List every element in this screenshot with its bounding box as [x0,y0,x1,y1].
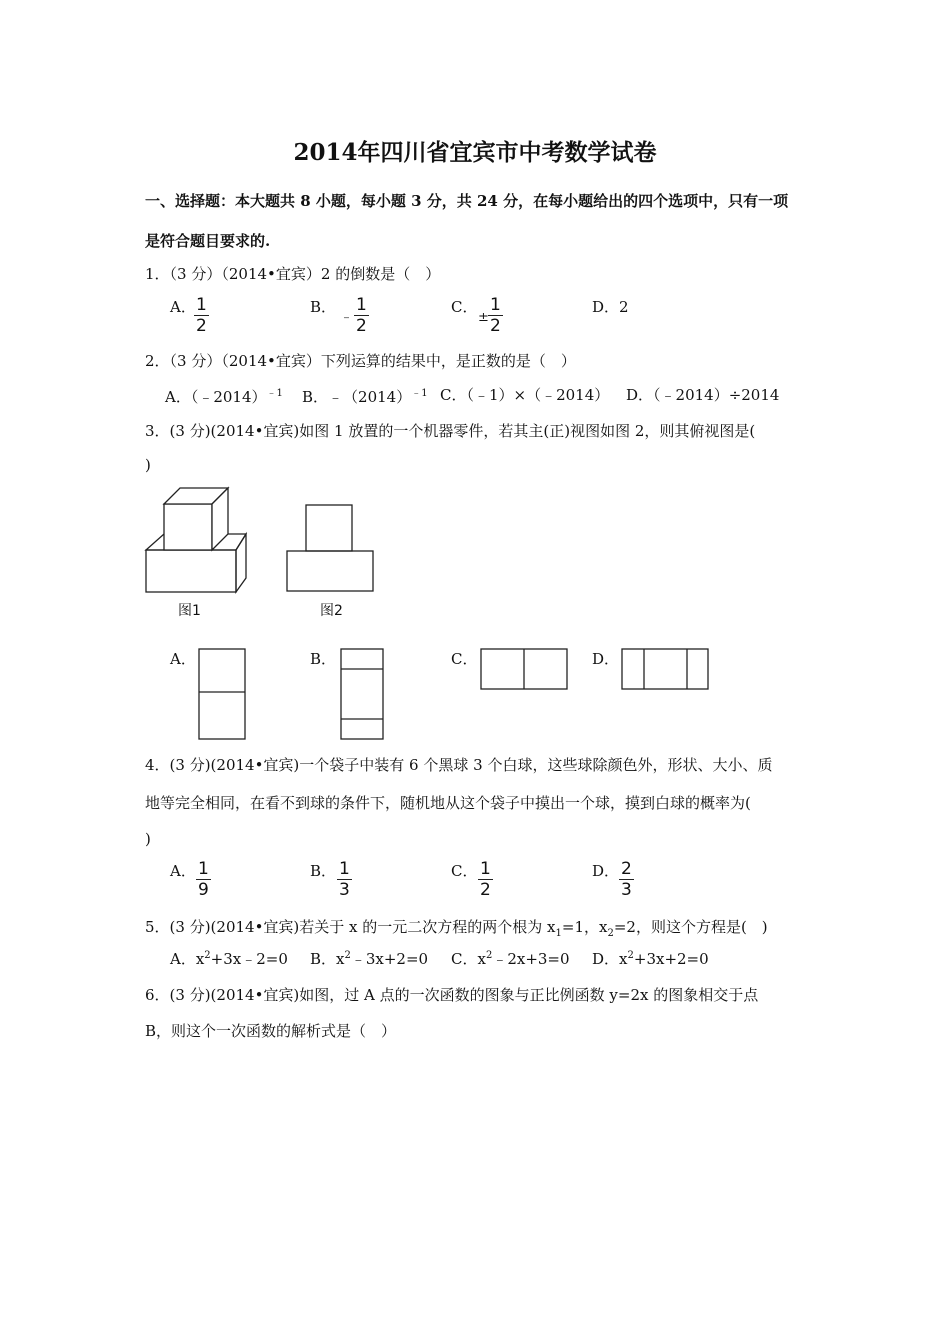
q4-option-d-fraction [619,860,634,899]
q3-stem-line2: ) [145,456,151,474]
figure2-front-view [286,504,376,594]
q3-option-a-figure [198,648,246,740]
q4-option-b-label: B． [310,862,337,880]
q5-subscript-2: 2 [607,928,614,939]
q2-stem: 2．（3 分）（2014•宜宾）下列运算的结果中，是正数的是（ ） [145,352,576,370]
q3-stem-line1: 3．(3 分)(2014•宜宾)如图 1 放置的一个机器零件，若其主(正)视图如图 2，则其俯视图是( [145,422,756,440]
figure1-caption: 图1 [178,603,201,619]
q5-option-c-pre: C．x [451,950,486,968]
q4-option-c-fraction [478,860,493,899]
numerator: 1 [356,295,367,315]
denominator: 2 [480,880,491,900]
q3-option-b-label: B． [310,650,337,668]
denominator: 2 [490,316,501,336]
numerator: 2 [621,859,632,879]
q2-option-b[interactable] [302,384,428,407]
q2-option-a-exponent: ﹣1 [266,388,283,399]
numerator: 1 [490,295,501,315]
q2-option-a[interactable] [165,384,283,407]
q4-option-c-label: C． [451,862,478,880]
denominator: 3 [339,880,350,900]
q5-option-a-post: +3x﹣2=0 [210,950,288,968]
q5-stem [145,916,768,939]
q5-option-b-exponent: 2 [344,950,351,961]
q5-stem-part3: =2，则这个方程是( ) [613,918,768,936]
q4-option-a-fraction [196,860,211,899]
section-heading-line2: 是符合题目要求的. [145,232,271,250]
q3-option-c-figure [480,648,568,690]
q5-option-a-exponent: 2 [204,950,211,961]
page-title: 2014年四川省宜宾市中考数学试卷 [293,139,657,166]
q2-option-a-text: A．（﹣2014） [165,388,267,406]
q5-subscript-1: 1 [555,928,562,939]
q4-stem-line3: ) [145,830,151,848]
q4-option-d-label: D． [592,862,620,880]
q3-option-a-label: A． [170,650,196,668]
q1-option-c-label: C． [451,298,478,316]
q5-option-b[interactable] [310,948,428,969]
figure1-machine-part [140,484,252,596]
q1-option-b-sign: ﹣ [340,310,354,325]
q5-option-d-pre: D．x [592,950,628,968]
q5-option-d-post: +3x+2=0 [633,950,709,968]
q1-option-a-fraction [194,296,209,335]
q3-option-c-label: C． [451,650,478,668]
q5-stem-part2: =1，x [561,918,608,936]
q2-option-d[interactable]: D．（﹣2014）÷2014 [626,386,780,404]
q6-stem-line1: 6．(3 分)(2014•宜宾)如图，过 A 点的一次函数的图象与正比例函数 y=2x 的图象相交于点 [145,986,759,1004]
section-heading-line1: 一、选择题：本大题共 8 小题，每小题 3 分，共 24 分，在每小题给出的四个选项中，只有一项 [145,192,789,210]
numerator: 1 [198,859,209,879]
denominator: 2 [356,316,367,336]
q2-option-b-text: B．﹣（2014） [302,388,412,406]
q3-option-d-figure [621,648,709,690]
q6-stem-line2: B，则这个一次函数的解析式是（ ） [145,1022,397,1040]
q5-option-d[interactable] [592,948,709,969]
denominator: 9 [198,880,209,900]
q3-option-b-figure [340,648,384,740]
q4-option-a-label: A． [170,862,196,880]
q2-option-c[interactable]: C．（﹣1）×（﹣2014） [440,386,610,404]
q1-option-c-sign: ± [478,310,489,325]
q4-stem-line1: 4．(3 分)(2014•宜宾)一个袋子中装有 6 个黑球 3 个白球，这些球除颜色外，形状、大小、质 [145,756,773,774]
q4-option-b-fraction [337,860,352,899]
q5-option-d-exponent: 2 [627,950,634,961]
q5-option-c-post: ﹣2x+3=0 [492,950,570,968]
q1-option-b-fraction [354,296,369,335]
q3-option-d-label: D． [592,650,620,668]
q5-option-b-post: ﹣3x+2=0 [350,950,429,968]
figure2-caption: 图2 [320,603,343,619]
q5-stem-part1: 5．(3 分)(2014•宜宾)若关于 x 的一元二次方程的两个根为 x [145,918,556,936]
denominator: 3 [621,880,632,900]
q5-option-b-pre: B．x [310,950,345,968]
q5-option-a[interactable] [170,948,288,969]
q5-option-a-pre: A．x [170,950,205,968]
q1-option-c-fraction [488,296,503,335]
numerator: 1 [480,859,491,879]
numerator: 1 [339,859,350,879]
q1-option-a-label: A． [170,298,196,316]
q1-stem: 1．（3 分）（2014•宜宾）2 的倒数是（ ） [145,265,441,283]
numerator: 1 [196,295,207,315]
q4-stem-line2: 地等完全相同，在看不到球的条件下，随机地从这个袋子中摸出一个球，摸到白球的概率为( [145,794,751,812]
q5-option-c-exponent: 2 [485,950,493,961]
denominator: 2 [196,316,207,336]
q2-option-b-exponent: ﹣1 [411,388,428,399]
q1-option-b-label: B． [310,298,337,316]
q1-option-d[interactable]: D．2 [592,298,629,316]
q5-option-c[interactable] [451,948,570,969]
